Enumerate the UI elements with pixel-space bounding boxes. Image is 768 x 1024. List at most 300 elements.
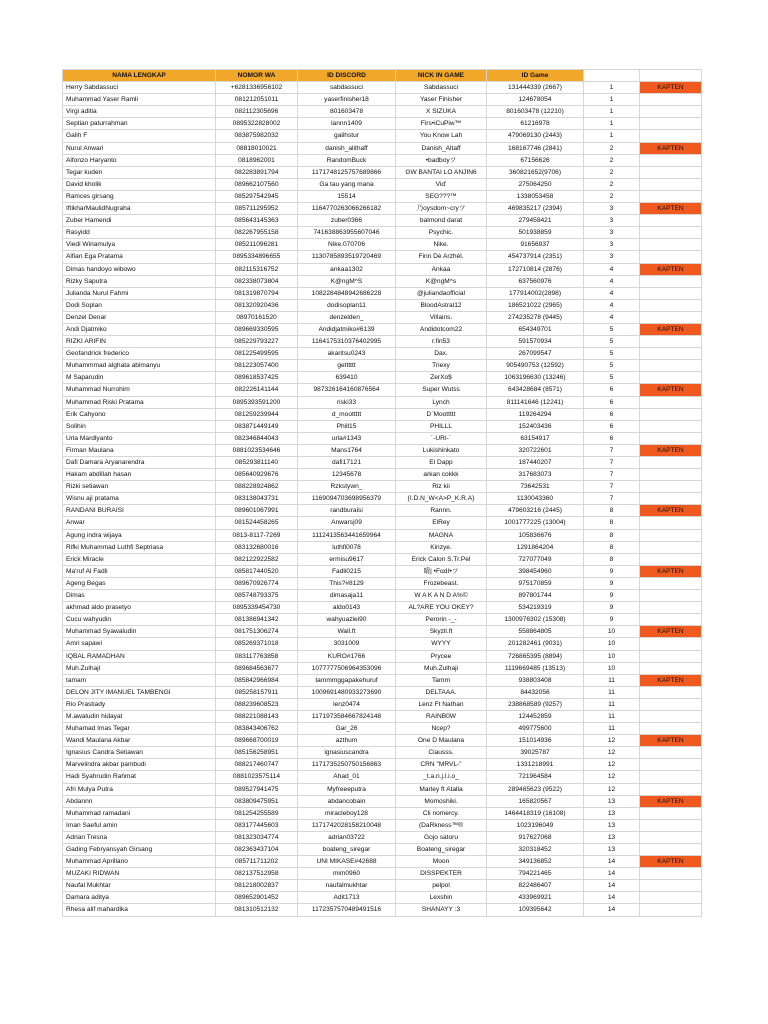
cell-id-game[interactable]: 124452859 (487, 710, 584, 722)
cell-team-number[interactable]: 1 (584, 118, 640, 130)
cell-id-discord[interactable]: 1172357570489491516 (298, 904, 396, 916)
cell-nomor-wa[interactable]: 089652901452 (216, 892, 298, 904)
cell-captain[interactable]: KAPTEN (640, 82, 702, 94)
cell-id-discord[interactable]: 1112413563441659964 (298, 529, 396, 541)
cell-nomor-wa[interactable]: 082363437104 (216, 844, 298, 856)
cell-nomor-wa[interactable]: 083871449149 (216, 420, 298, 432)
cell-team-number[interactable]: 14 (584, 904, 640, 916)
cell-nomor-wa[interactable]: 088221088143 (216, 710, 298, 722)
cell-nomor-wa[interactable]: 0895334896655 (216, 251, 298, 263)
cell-nick[interactable]: Lenz Ft Nathan (396, 698, 487, 710)
cell-nomor-wa[interactable]: 082226141144 (216, 384, 298, 396)
cell-nama[interactable]: Julianda Nurul Fahmi (63, 287, 216, 299)
cell-id-discord[interactable]: boateng_siregar (298, 844, 396, 856)
cell-team-number[interactable]: 1 (584, 82, 640, 94)
cell-id-game[interactable]: 469835217 (2394) (487, 203, 584, 215)
cell-id-discord[interactable]: 1171742028158210048 (298, 819, 396, 831)
cell-id-game[interactable]: 73642531 (487, 481, 584, 493)
cell-nomor-wa[interactable]: 083177445603 (216, 819, 298, 831)
cell-id-game[interactable]: 726865395 (8894) (487, 650, 584, 662)
cell-nomor-wa[interactable]: 089662107560 (216, 178, 298, 190)
cell-nomor-wa[interactable]: 082137512958 (216, 868, 298, 880)
cell-nick[interactable]: @juliandaofficial (396, 287, 487, 299)
cell-nick[interactable]: RAINB0W (396, 710, 487, 722)
cell-id-game[interactable]: 1130043360 (487, 493, 584, 505)
cell-id-game[interactable]: 320722601 (487, 444, 584, 456)
cell-nick[interactable]: Vid' (396, 178, 487, 190)
cell-id-game[interactable]: 63154917 (487, 432, 584, 444)
cell-nick[interactable]: X SIZUKA (396, 106, 487, 118)
cell-nama[interactable]: Afri Mulya Putra (63, 783, 216, 795)
cell-nick[interactable]: Andidotcom22 (396, 323, 487, 335)
cell-id-discord[interactable]: RandomBuck (298, 154, 396, 166)
cell-nick[interactable]: Danish_Altaff (396, 142, 487, 154)
cell-id-discord[interactable]: galihstur (298, 130, 396, 142)
cell-id-discord[interactable]: K@ngM^S (298, 275, 396, 287)
cell-nick[interactable]: ElRey (396, 517, 487, 529)
cell-captain[interactable] (640, 698, 702, 710)
cell-captain[interactable] (640, 299, 702, 311)
cell-id-game[interactable]: 727077049 (487, 553, 584, 565)
cell-nick[interactable]: Gojo satoru (396, 831, 487, 843)
cell-id-discord[interactable]: KURO#1766 (298, 650, 396, 662)
cell-nomor-wa[interactable]: 089669330595 (216, 323, 298, 335)
cell-id-game[interactable]: 1331218991 (487, 759, 584, 771)
header-nomor-wa[interactable]: NOMOR WA (216, 70, 298, 82)
cell-id-discord[interactable]: urla#1343 (298, 432, 396, 444)
cell-nama[interactable]: Rio Prastiady (63, 698, 216, 710)
cell-id-game[interactable]: 975170859 (487, 577, 584, 589)
cell-team-number[interactable]: 9 (584, 590, 640, 602)
cell-captain[interactable] (640, 106, 702, 118)
cell-team-number[interactable]: 10 (584, 650, 640, 662)
cell-nomor-wa[interactable]: 081323034774 (216, 831, 298, 843)
cell-team-number[interactable]: 10 (584, 626, 640, 638)
cell-id-game[interactable]: 897801744 (487, 590, 584, 602)
cell-id-game[interactable]: 201282461 (9031) (487, 638, 584, 650)
cell-team-number[interactable]: 2 (584, 190, 640, 202)
cell-nama[interactable]: Rifki Muhammad Luthfi Septriasa (63, 541, 216, 553)
cell-captain[interactable]: KAPTEN (640, 384, 702, 396)
cell-id-game[interactable]: 1063196630 (13246) (487, 372, 584, 384)
cell-nama[interactable]: MUZAKI RIDWAN (63, 868, 216, 880)
cell-team-number[interactable]: 14 (584, 868, 640, 880)
cell-captain[interactable]: KAPTEN (640, 565, 702, 577)
cell-captain[interactable] (640, 880, 702, 892)
cell-nama[interactable]: Ma'ruf Al Fadli (63, 565, 216, 577)
cell-nick[interactable]: Rannn. (396, 505, 487, 517)
cell-team-number[interactable]: 12 (584, 759, 640, 771)
cell-team-number[interactable]: 9 (584, 614, 640, 626)
cell-id-game[interactable]: 109395642 (487, 904, 584, 916)
cell-nomor-wa[interactable]: 082338073804 (216, 275, 298, 287)
cell-captain[interactable] (640, 130, 702, 142)
cell-team-number[interactable]: 12 (584, 783, 640, 795)
cell-captain[interactable] (640, 590, 702, 602)
cell-captain[interactable] (640, 118, 702, 130)
cell-id-discord[interactable]: dimasaja11 (298, 590, 396, 602)
cell-id-game[interactable]: 165820567 (487, 795, 584, 807)
cell-nama[interactable]: Septian paturrahman (63, 118, 216, 130)
cell-captain[interactable] (640, 94, 702, 106)
cell-nick[interactable]: Sabdassuci (396, 82, 487, 94)
cell-nick[interactable]: r.fin53 (396, 336, 487, 348)
cell-nomor-wa[interactable]: 081225499595 (216, 348, 298, 360)
cell-id-game[interactable]: 643428684 (8571) (487, 384, 584, 396)
cell-nick[interactable]: AL?ARE YOU OKEY? (396, 602, 487, 614)
cell-team-number[interactable]: 2 (584, 166, 640, 178)
cell-team-number[interactable]: 11 (584, 686, 640, 698)
cell-captain[interactable]: KAPTEN (640, 142, 702, 154)
cell-id-discord[interactable]: yaserfinisher18 (298, 94, 396, 106)
cell-nama[interactable]: Adrian Tresna (63, 831, 216, 843)
cell-team-number[interactable]: 10 (584, 638, 640, 650)
cell-team-number[interactable]: 10 (584, 662, 640, 674)
cell-nomor-wa[interactable]: 0881023534646 (216, 444, 298, 456)
cell-id-discord[interactable]: riski33 (298, 396, 396, 408)
cell-nomor-wa[interactable]: 085229793227 (216, 336, 298, 348)
cell-id-game[interactable]: 534219319 (487, 602, 584, 614)
cell-id-discord[interactable]: abdancobain (298, 795, 396, 807)
cell-nick[interactable]: GW BANTAI LO ANJIN6 (396, 166, 487, 178)
cell-team-number[interactable]: 1 (584, 106, 640, 118)
cell-nomor-wa[interactable]: 088217460747 (216, 759, 298, 771)
header-id-game[interactable]: ID Game (487, 70, 584, 82)
cell-nick[interactable]: Boateng_siregar (396, 844, 487, 856)
cell-id-game[interactable]: 320318452 (487, 844, 584, 856)
cell-captain[interactable] (640, 432, 702, 444)
cell-id-game[interactable]: 811141646 (12241) (487, 396, 584, 408)
cell-captain[interactable] (640, 541, 702, 553)
cell-nama[interactable]: Urla Mardlyanto (63, 432, 216, 444)
cell-captain[interactable]: KAPTEN (640, 444, 702, 456)
cell-id-discord[interactable]: danish_alithaff (298, 142, 396, 154)
cell-nomor-wa[interactable]: 085269371018 (216, 638, 298, 650)
cell-nomor-wa[interactable]: 085748793375 (216, 590, 298, 602)
cell-nama[interactable]: Rhesa alif mahardika (63, 904, 216, 916)
cell-nomor-wa[interactable]: 085156258951 (216, 747, 298, 759)
cell-id-game[interactable]: 1291864204 (487, 541, 584, 553)
cell-nomor-wa[interactable]: 083138043731 (216, 493, 298, 505)
cell-nama[interactable]: Dimas (63, 590, 216, 602)
cell-id-discord[interactable]: Ahad_01 (298, 771, 396, 783)
cell-captain[interactable] (640, 650, 702, 662)
cell-id-discord[interactable]: Gar_26 (298, 723, 396, 735)
cell-nomor-wa[interactable]: 0813-8117-7269 (216, 529, 298, 541)
cell-nama[interactable]: Anwar (63, 517, 216, 529)
cell-id-discord[interactable]: dodisoplan11 (298, 299, 396, 311)
cell-nama[interactable]: Damara aditya (63, 892, 216, 904)
cell-nick[interactable]: Lynch (396, 396, 487, 408)
cell-team-number[interactable]: 2 (584, 178, 640, 190)
cell-id-game[interactable]: 349136852 (487, 856, 584, 868)
cell-id-discord[interactable]: Fadli0215 (298, 565, 396, 577)
cell-nama[interactable]: RIZKI ARIFIN (63, 336, 216, 348)
cell-captain[interactable] (640, 723, 702, 735)
header-id-discord[interactable]: ID DISCORD (298, 70, 396, 82)
cell-captain[interactable] (640, 457, 702, 469)
cell-id-discord[interactable]: Myfreeeputra (298, 783, 396, 795)
cell-nama[interactable]: Dodi Soplan (63, 299, 216, 311)
cell-team-number[interactable]: 8 (584, 505, 640, 517)
cell-nama[interactable]: Herry Sabdassuci (63, 82, 216, 94)
cell-nama[interactable]: IQBAL RAMADHAN (63, 650, 216, 662)
cell-captain[interactable] (640, 686, 702, 698)
cell-nama[interactable]: Muhammad Aprillano (63, 856, 216, 868)
header-nick-in-game[interactable]: NICK IN GAME (396, 70, 487, 82)
cell-captain[interactable] (640, 251, 702, 263)
cell-captain[interactable] (640, 311, 702, 323)
cell-id-game[interactable]: 152403436 (487, 420, 584, 432)
cell-nomor-wa[interactable]: 082267955158 (216, 227, 298, 239)
cell-id-discord[interactable]: ignasiuscandra (298, 747, 396, 759)
cell-captain[interactable] (640, 481, 702, 493)
cell-id-game[interactable]: 479603216 (2445) (487, 505, 584, 517)
cell-nick[interactable]: MAGNA (396, 529, 487, 541)
cell-id-game[interactable]: 186521022 (2965) (487, 299, 584, 311)
cell-nomor-wa[interactable]: 083132680016 (216, 541, 298, 553)
cell-team-number[interactable]: 2 (584, 154, 640, 166)
cell-captain[interactable] (640, 517, 702, 529)
cell-nomor-wa[interactable]: 085297542945 (216, 190, 298, 202)
cell-captain[interactable] (640, 577, 702, 589)
cell-id-game[interactable]: 317683073 (487, 469, 584, 481)
cell-team-number[interactable]: 4 (584, 311, 640, 323)
cell-team-number[interactable]: 5 (584, 360, 640, 372)
cell-id-discord[interactable]: mim0960 (298, 868, 396, 880)
cell-captain[interactable] (640, 336, 702, 348)
cell-nama[interactable]: Muhammad Nurrohim (63, 384, 216, 396)
cell-captain[interactable]: KAPTEN (640, 203, 702, 215)
cell-nick[interactable]: Lexshin (396, 892, 487, 904)
cell-nick[interactable]: •badboyツ (396, 154, 487, 166)
cell-nick[interactable]: Triexy (396, 360, 487, 372)
cell-captain[interactable] (640, 783, 702, 795)
cell-id-game[interactable]: 822486407 (487, 880, 584, 892)
cell-nomor-wa[interactable]: 082346844043 (216, 432, 298, 444)
cell-captain[interactable] (640, 831, 702, 843)
cell-nama[interactable]: Dafi Damara Aryanarendra (63, 457, 216, 469)
cell-id-game[interactable]: 917627068 (487, 831, 584, 843)
cell-captain[interactable] (640, 747, 702, 759)
cell-nama[interactable]: Abdannn (63, 795, 216, 807)
cell-team-number[interactable]: 8 (584, 541, 640, 553)
cell-team-number[interactable]: 11 (584, 710, 640, 722)
cell-id-discord[interactable]: 1171735250750156863 (298, 759, 396, 771)
cell-nomor-wa[interactable]: 083809475951 (216, 795, 298, 807)
cell-nomor-wa[interactable]: 0895393591200 (216, 396, 298, 408)
cell-captain[interactable] (640, 529, 702, 541)
cell-nick[interactable]: SEG???™ (396, 190, 487, 202)
cell-nomor-wa[interactable]: 089670926774 (216, 577, 298, 589)
cell-team-number[interactable]: 13 (584, 844, 640, 856)
cell-id-game[interactable]: 938803408 (487, 674, 584, 686)
cell-captain[interactable] (640, 287, 702, 299)
cell-captain[interactable] (640, 614, 702, 626)
header-captain-blank[interactable] (640, 70, 702, 82)
cell-id-discord[interactable]: aldo0143 (298, 602, 396, 614)
cell-nomor-wa[interactable]: 081751306274 (216, 626, 298, 638)
cell-captain[interactable] (640, 771, 702, 783)
cell-nomor-wa[interactable]: 085293811140 (216, 457, 298, 469)
cell-id-game[interactable]: 279458421 (487, 215, 584, 227)
cell-team-number[interactable]: 14 (584, 880, 640, 892)
cell-nick[interactable]: El Dapp (396, 457, 487, 469)
cell-nick[interactable]: 乃oysdom~cryツ (396, 203, 487, 215)
cell-captain[interactable] (640, 662, 702, 674)
cell-nick[interactable]: Erick Calon S.Tr.Pel (396, 553, 487, 565)
cell-nomor-wa[interactable]: 085817440520 (216, 565, 298, 577)
cell-nama[interactable]: Erick Miracle (63, 553, 216, 565)
cell-id-game[interactable]: 274235278 (9445) (487, 311, 584, 323)
cell-nick[interactable]: Yaser Finisher (396, 94, 487, 106)
cell-nomor-wa[interactable]: 081310512132 (216, 904, 298, 916)
cell-team-number[interactable]: 8 (584, 517, 640, 529)
cell-team-number[interactable]: 6 (584, 408, 640, 420)
cell-id-game[interactable]: 124678054 (487, 94, 584, 106)
cell-nomor-wa[interactable]: 085842966984 (216, 674, 298, 686)
cell-nama[interactable]: Gading Febryansyah Girsang (63, 844, 216, 856)
cell-id-game[interactable]: 61216978 (487, 118, 584, 130)
cell-nomor-wa[interactable]: 0818962001 (216, 154, 298, 166)
cell-id-discord[interactable]: Phill15 (298, 420, 396, 432)
cell-id-discord[interactable]: 1171748125757689866 (298, 166, 396, 178)
cell-nama[interactable]: Firman Maulana (63, 444, 216, 456)
cell-nama[interactable]: Virgi aditia (63, 106, 216, 118)
cell-nama[interactable]: Muhammad ramadani (63, 807, 216, 819)
cell-team-number[interactable]: 3 (584, 239, 640, 251)
cell-id-game[interactable]: 172710814 (2876) (487, 263, 584, 275)
cell-id-discord[interactable]: zuber0366 (298, 215, 396, 227)
cell-nama[interactable]: Ramces girsang (63, 190, 216, 202)
cell-nick[interactable]: Firs•iCuPiw™ (396, 118, 487, 130)
cell-id-game[interactable]: 654349701 (487, 323, 584, 335)
cell-id-discord[interactable]: Rzkstywn_ (298, 481, 396, 493)
cell-nick[interactable]: balmond darat (396, 215, 487, 227)
cell-id-discord[interactable]: 15514 (298, 190, 396, 202)
cell-team-number[interactable]: 7 (584, 469, 640, 481)
cell-captain[interactable] (640, 904, 702, 916)
cell-id-game[interactable]: 398454960 (487, 565, 584, 577)
cell-team-number[interactable]: 3 (584, 227, 640, 239)
cell-team-number[interactable]: 4 (584, 287, 640, 299)
cell-nomor-wa[interactable]: 083117763858 (216, 650, 298, 662)
cell-nick[interactable]: Momoshiki. (396, 795, 487, 807)
cell-captain[interactable] (640, 602, 702, 614)
cell-id-discord[interactable]: randburaisi (298, 505, 396, 517)
cell-team-number[interactable]: 13 (584, 831, 640, 843)
cell-id-discord[interactable]: wahyuazlei90 (298, 614, 396, 626)
cell-id-discord[interactable]: naufalmukhtar (298, 880, 396, 892)
cell-id-discord[interactable]: 741638863955607046 (298, 227, 396, 239)
cell-nomor-wa[interactable]: 085211096281 (216, 239, 298, 251)
cell-captain[interactable] (640, 215, 702, 227)
cell-nama[interactable]: tamam (63, 674, 216, 686)
cell-nick[interactable]: DELTAAA. (396, 686, 487, 698)
cell-captain[interactable] (640, 178, 702, 190)
cell-id-game[interactable]: 433969921 (487, 892, 584, 904)
cell-nomor-wa[interactable]: 081212051011 (216, 94, 298, 106)
cell-nick[interactable]: CRN "MRVL-" (396, 759, 487, 771)
cell-id-game[interactable]: 905490753 (12592) (487, 360, 584, 372)
cell-nama[interactable]: Cucu wahyudin (63, 614, 216, 626)
cell-team-number[interactable]: 9 (584, 602, 640, 614)
cell-id-game[interactable]: 1023196049 (487, 819, 584, 831)
cell-nama[interactable]: Ageng Begas (63, 577, 216, 589)
cell-nick[interactable]: Kinzye. (396, 541, 487, 553)
cell-team-number[interactable]: 5 (584, 336, 640, 348)
cell-nick[interactable]: Moon (396, 856, 487, 868)
cell-nama[interactable]: Naufal Mukhtar (63, 880, 216, 892)
cell-captain[interactable]: KAPTEN (640, 263, 702, 275)
header-nama-lengkap[interactable]: NAMA LENGKAP (63, 70, 216, 82)
cell-nick[interactable]: Nike. (396, 239, 487, 251)
cell-nomor-wa[interactable]: +6281336956102 (216, 82, 298, 94)
cell-id-discord[interactable]: ankaa1302 (298, 263, 396, 275)
cell-id-discord[interactable]: lannn1409 (298, 118, 396, 130)
cell-nama[interactable]: Nurul Anwari (63, 142, 216, 154)
cell-nama[interactable]: akhmad aldo prasetyo (63, 602, 216, 614)
cell-nama[interactable]: Wisnu aji pratama (63, 493, 216, 505)
cell-team-number[interactable]: 13 (584, 819, 640, 831)
cell-team-number[interactable]: 13 (584, 795, 640, 807)
cell-team-number[interactable]: 11 (584, 698, 640, 710)
cell-nama[interactable]: Iman Saeful amin (63, 819, 216, 831)
cell-nomor-wa[interactable]: 081223057400 (216, 360, 298, 372)
cell-id-game[interactable]: 187440207 (487, 457, 584, 469)
cell-nick[interactable]: Ncep? (396, 723, 487, 735)
cell-id-discord[interactable]: Andidjatmiko#6139 (298, 323, 396, 335)
cell-id-discord[interactable]: Wall.ft (298, 626, 396, 638)
cell-id-discord[interactable]: 801603478 (298, 106, 396, 118)
cell-nama[interactable]: RANDANI BURAISI (63, 505, 216, 517)
cell-team-number[interactable]: 7 (584, 457, 640, 469)
cell-captain[interactable]: KAPTEN (640, 674, 702, 686)
cell-nama[interactable]: Erik Cahyono (63, 408, 216, 420)
cell-id-game[interactable]: 267099547 (487, 348, 584, 360)
cell-nama[interactable]: Solihin (63, 420, 216, 432)
cell-id-game[interactable]: 289465623 (9522) (487, 783, 584, 795)
cell-id-discord[interactable]: dafi17121 (298, 457, 396, 469)
cell-team-number[interactable]: 3 (584, 203, 640, 215)
cell-nomor-wa[interactable]: 081320920436 (216, 299, 298, 311)
cell-team-number[interactable]: 9 (584, 565, 640, 577)
cell-id-game[interactable]: 39025787 (487, 747, 584, 759)
cell-id-game[interactable]: 168167746 (2841) (487, 142, 584, 154)
cell-nomor-wa[interactable]: 085711711202 (216, 856, 298, 868)
cell-nomor-wa[interactable]: 082115316752 (216, 263, 298, 275)
cell-nick[interactable]: Dax. (396, 348, 487, 360)
cell-nick[interactable]: K@ngM^s (396, 275, 487, 287)
cell-captain[interactable]: KAPTEN (640, 856, 702, 868)
cell-team-number[interactable]: 8 (584, 529, 640, 541)
cell-nama[interactable]: Alfonzo Haryanto (63, 154, 216, 166)
cell-id-discord[interactable]: 1169094703698956379 (298, 493, 396, 505)
cell-id-discord[interactable]: 1164175310376402995 (298, 336, 396, 348)
cell-captain[interactable] (640, 420, 702, 432)
cell-nama[interactable]: Dimas handoyo wibowo (63, 263, 216, 275)
cell-team-number[interactable]: 11 (584, 723, 640, 735)
cell-nomor-wa[interactable]: 085258157911 (216, 686, 298, 698)
cell-captain[interactable] (640, 844, 702, 856)
cell-id-game[interactable]: 67156626 (487, 154, 584, 166)
cell-nama[interactable]: Muhammad Riski Pratama (63, 396, 216, 408)
cell-nick[interactable]: (DaRkness™® (396, 819, 487, 831)
cell-id-game[interactable]: 591570934 (487, 336, 584, 348)
cell-team-number[interactable]: 6 (584, 432, 640, 444)
cell-id-game[interactable]: 499775600 (487, 723, 584, 735)
cell-nomor-wa[interactable]: 089618537425 (216, 372, 298, 384)
